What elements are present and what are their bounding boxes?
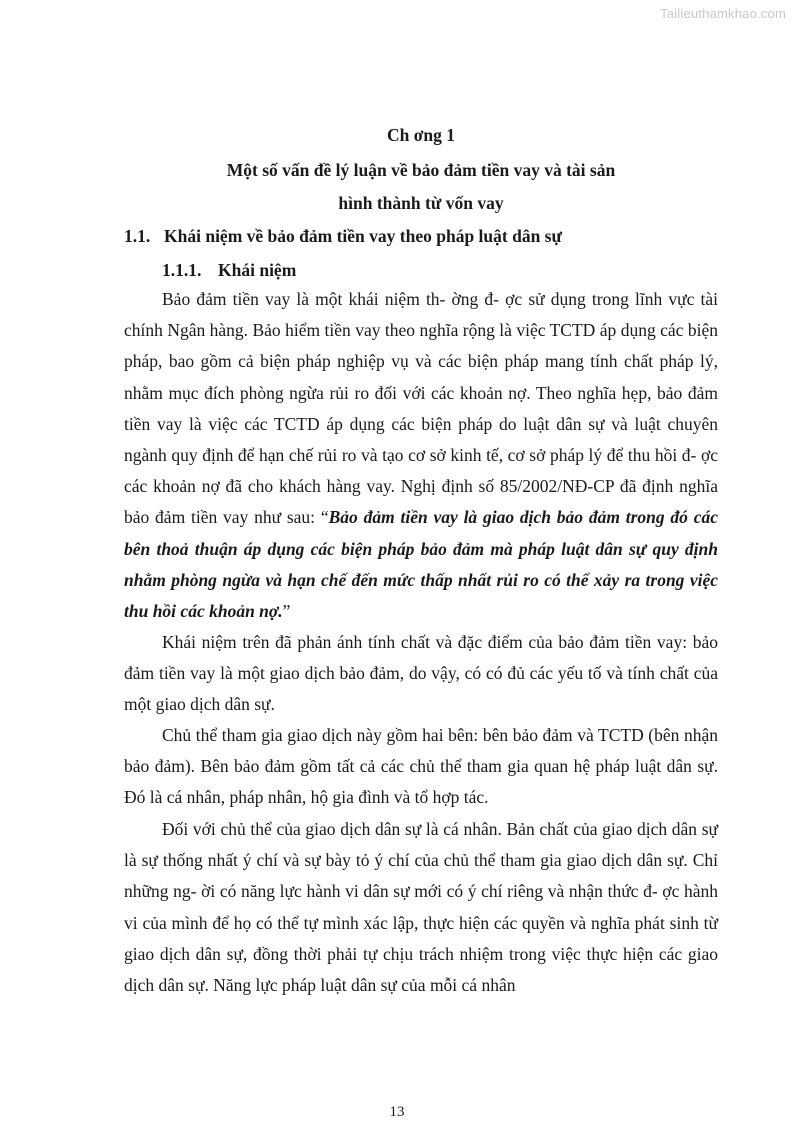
watermark: Tailieuthamkhao.com [660, 6, 786, 21]
paragraph-3: Chủ thể tham gia giao dịch này gồm hai bên: bên bảo đảm và TCTD (bên nhận bảo đảm). Bên bảo đảm gồm tất cả các chủ thể tham gia quan hệ pháp luật dân sự. Đó là cá nhân, pháp nhân, hộ gia đình và tổ hợp tác. [124, 725, 718, 808]
section-title: Khái niệm về bảo đảm tiền vay theo pháp luật dân sự [164, 226, 562, 246]
definition-quote: Bảo đảm tiền vay là giao dịch bảo đảm trong đó các bên thoả thuận áp dụng các biện pháp bảo đảm mà pháp luật dân sự quy định nhằm phòng ngừa và hạn chế đến mức thấp nhất rủi ro có thể xảy ra trong việc thu hồi các khoản nợ. [124, 507, 718, 622]
chapter-title-line1: Một số vấn đề lý luận về bảo đảm tiền vay và tài sản [226, 160, 616, 180]
paragraph-2: Khái niệm trên đã phản ánh tính chất và đặc điểm của bảo đảm tiền vay: bảo đảm tiền vay là một giao dịch bảo đảm, do vậy, có có đủ các yếu tố và tính chất của một giao dịch dân sự. [124, 632, 718, 715]
subsection-heading [162, 260, 296, 281]
section-number: 1.1. [124, 226, 151, 246]
subsection-title: Khái niệm [218, 260, 297, 280]
section-heading [124, 226, 562, 247]
page-number: 13 [389, 1104, 405, 1120]
chapter-label: Ch ơng 1 [386, 125, 456, 145]
quote-close: ” [282, 601, 291, 622]
chapter-title-line2: hình thành từ vốn vay [338, 193, 504, 213]
paragraph-4: Đối với chủ thể của giao dịch dân sự là cá nhân. Bản chất của giao dịch dân sự là sự thống nhất ý chí và sự bày tỏ ý chí của chủ thể tham gia giao dịch dân sự. Chỉ những ng- ời có năng lực hành vi dân sự mới có ý chí riêng và nhận thức đ- ợc hành vi của mình để họ có thể tự mình xác lập, thực hiện các quyền và nghĩa phát sinh từ giao dịch dân sự, đồng thời phải tự chịu trách nhiệm trong việc thực hiện các giao dịch dân sự. Năng lực pháp luật dân sự của mỗi cá nhân [124, 819, 718, 996]
paragraph-1-text: Bảo đảm tiền vay là một khái niệm th- ờng đ- ợc sử dụng trong lĩnh vực tài chính Ngân hàng. Bảo hiểm tiền vay theo nghĩa rộng là việc TCTD áp dụng các biện pháp, bao gồm cả biện pháp nghiệp vụ và các biện pháp mang tính chất pháp lý, nhằm mục đích phòng ngừa rủi ro đối với các khoản nợ. Theo nghĩa hẹp, bảo đảm tiền vay là việc các TCTD áp dụng các biện pháp do luật dân sự và luật chuyên ngành quy định để hạn chế rủi ro và tạo cơ sở kinh tế, cơ sở pháp lý để thu hồi đ- ợc các khoản nợ đã cho khách hàng vay. Nghị định số 85/2002/NĐ-CP đã định nghĩa bảo đảm tiền vay như sau: “ [124, 289, 718, 528]
paragraph-1 [124, 284, 718, 627]
subsection-number: 1.1.1. [162, 260, 202, 280]
